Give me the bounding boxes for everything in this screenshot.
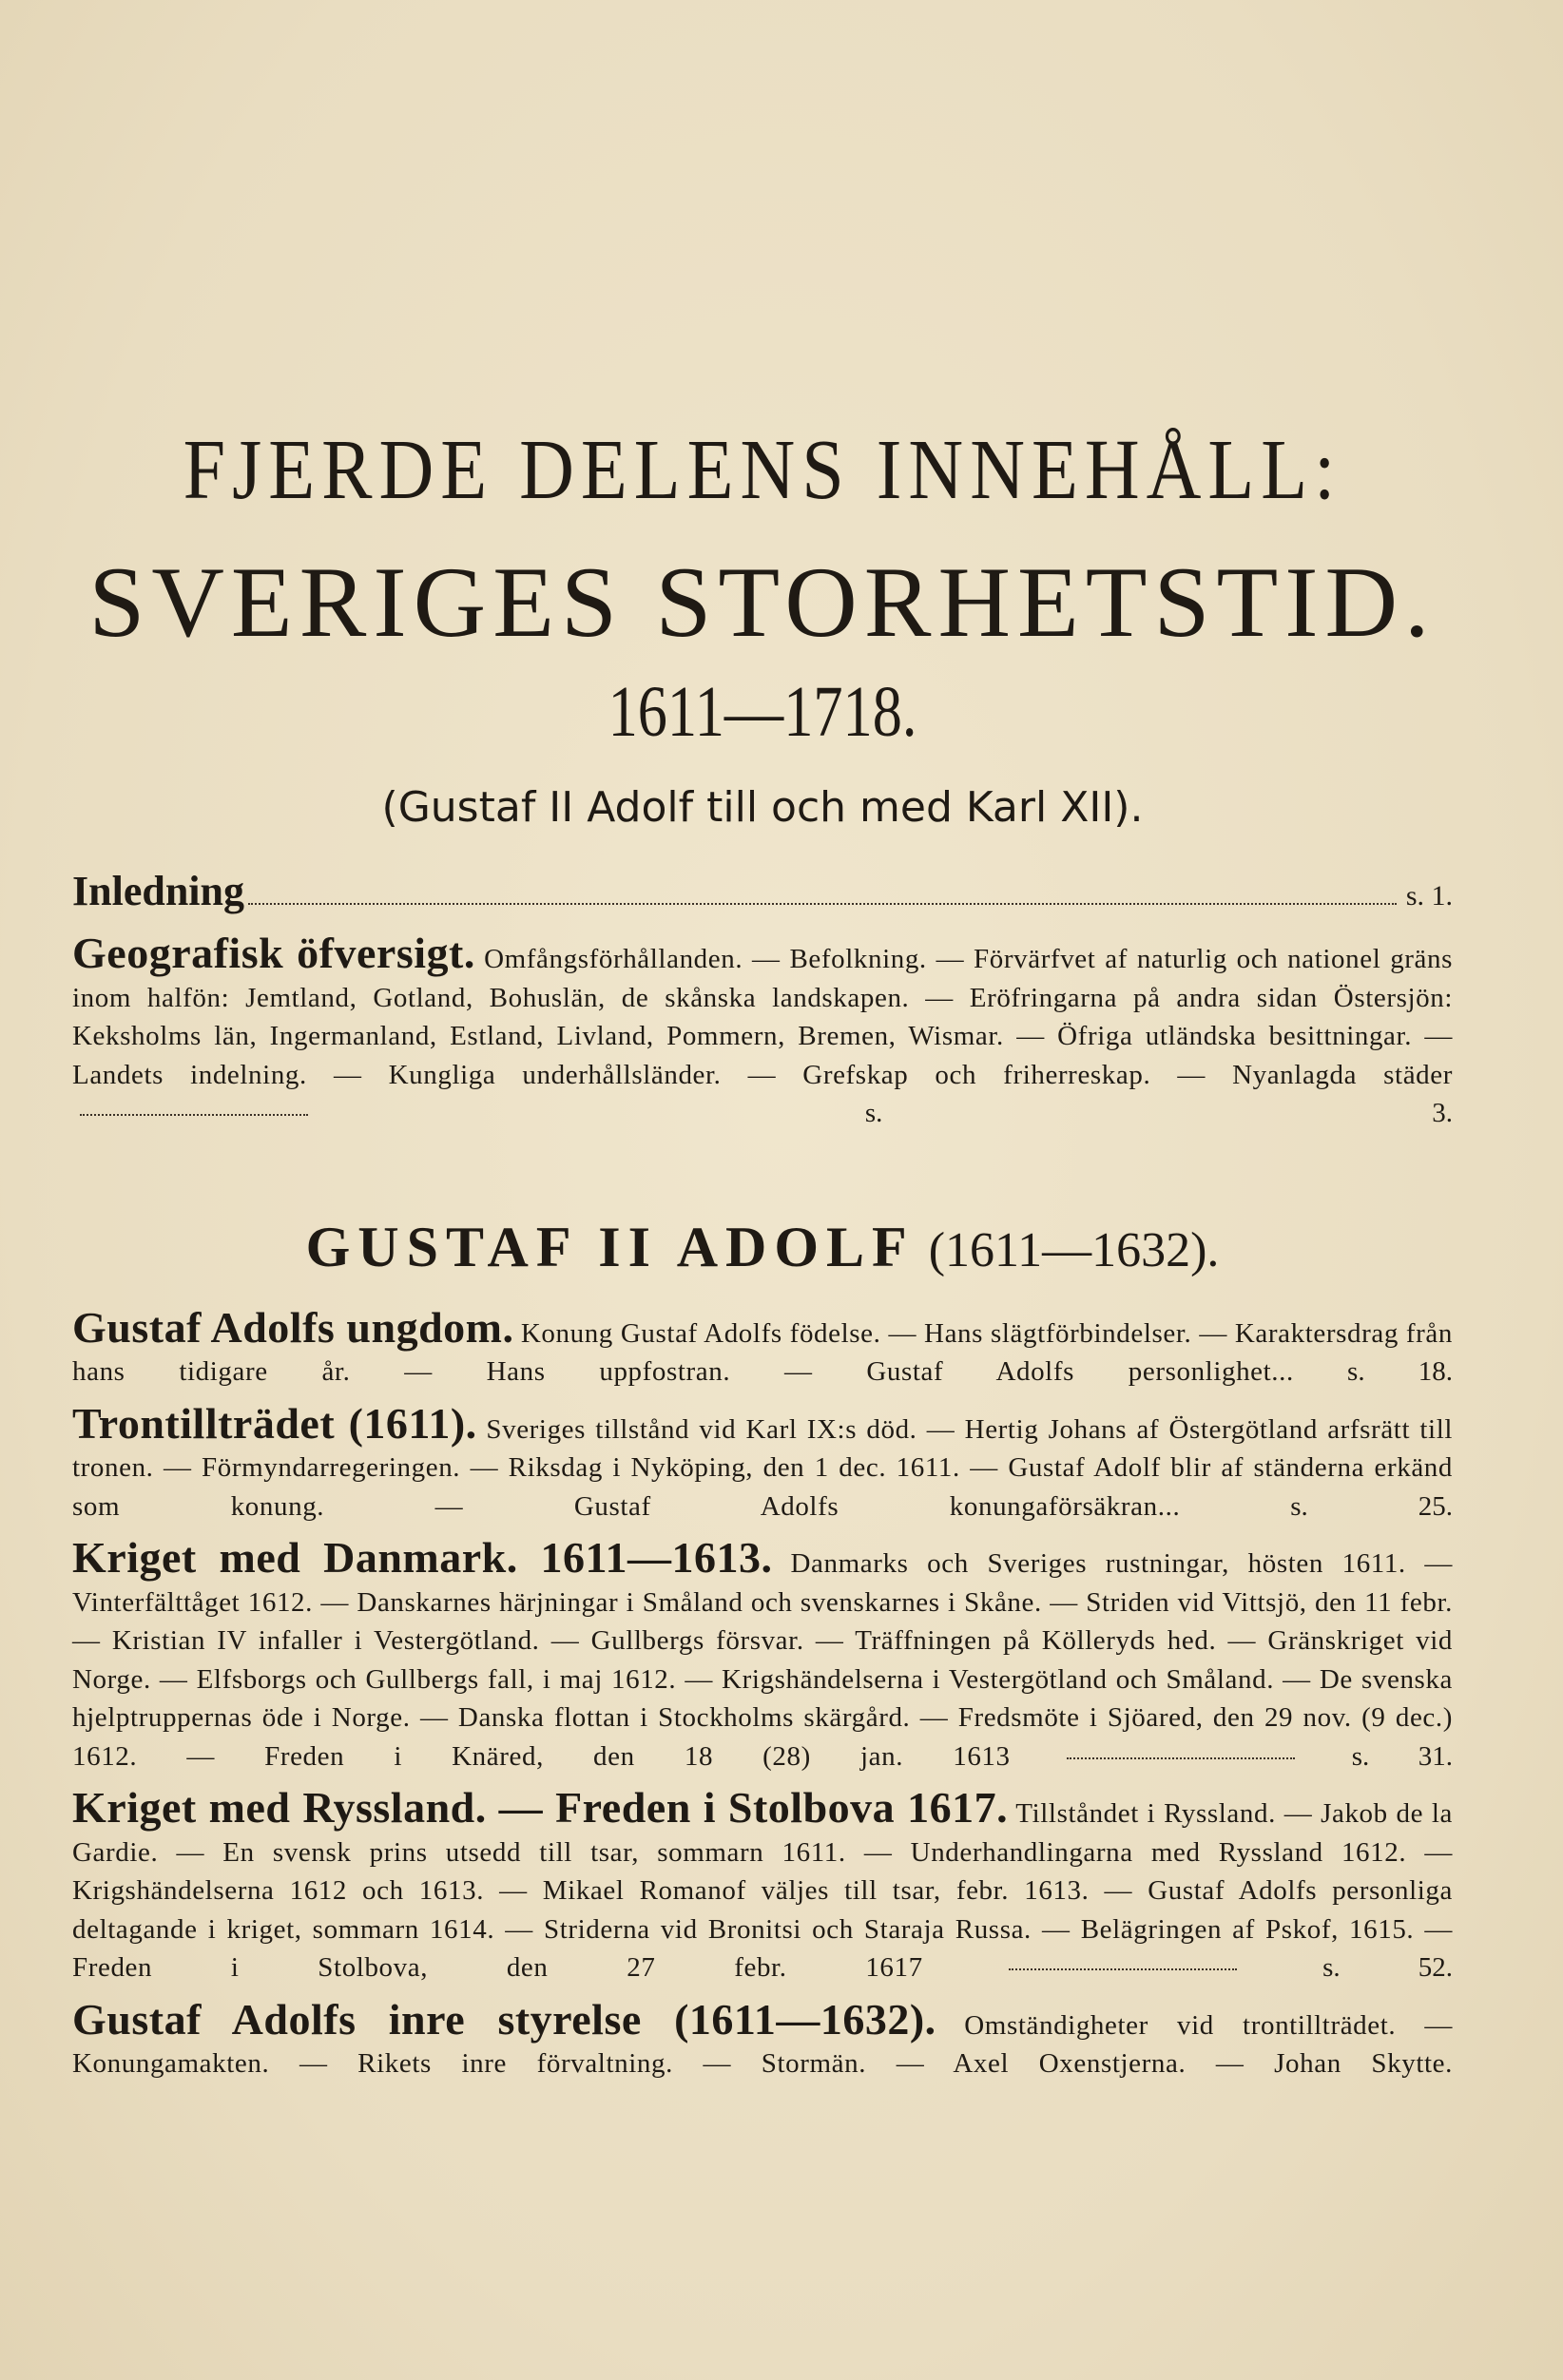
- entry-description: Tillståndet i Ryssland. — Jakob de la Gardie. — En svensk prins utsedd till tsar, sommarn 1611. — Underhandlingarna med Ryssland 1612. — Krigshändelserna 1612 och 1613. — Mikael Romanof väljes till tsar, febr. 1613. — Gustaf Adolfs personliga deltagande i kriget, sommarn 1614. — Striderna vid Bronitsi och Staraja Russa. — Belägringen af Pskof, 1615. — Freden i Stolbova, den 27 febr. 1617: [72, 1798, 1454, 1983]
- leader-dots: [248, 903, 1397, 905]
- entry-description: Danmarks och Sveriges rustningar, hösten 1611. — Vinterfälttåget 1612. — Danskarnes härjningar i Småland och svenskarnes i Skåne. — Striden vid Vittsjö, den 11 febr. — Kristian IV infaller i Vestergötland. — Gullbergs försvar. — Träffningen på Kölleryds hed. — Gränskriget vid Norge. — Elfsborgs och Gullbergs fall, i maj 1612. — Krigshändelserna i Vestergötland och Småland. — De svenska hjelptruppernas öde i Norge. — Danska flottan i Stockholms skärgård. — Fredsmöte i Sjöared, den 29 nov. (9 dec.) 1612. — Freden i Knäred, den 18 (28) jan. 1613: [72, 1548, 1454, 1772]
- toc-entry-intro: [72, 867, 1453, 915]
- entry-title: Trontillträdet (1611).: [72, 1398, 477, 1448]
- volume-subtitle: (Gustaf II Adolf till och med Karl XII).: [381, 783, 1144, 832]
- entry-title: Kriget med Danmark. 1611—1613.: [72, 1533, 773, 1582]
- entry-title: Geografisk öfversigt.: [72, 929, 475, 977]
- entry-description: Omständigheter vid trontillträdet. — Konungamakten. — Rikets inre förvaltning. — Stormän. — Axel Oxenstjerna. — Johan Skytte.: [72, 2009, 1454, 2079]
- leader-dots: [1009, 1968, 1237, 1970]
- entry-description: Omfångsförhållanden. — Befolkning. — Förvärfvet af naturlig och nationel gräns inom halfön: Jemtland, Gotland, Bohuslän, de skånska landskapen. — Eröfringarna på andra sidan Östersjön: Keksholms län, Ingermanland, Estland, Livland, Pommern, Bremen, Wismar. — Öfriga utländska besittningar. — Landets indelning. — Kungliga underhållsländer. — Grefskap och friherreskap. — Nyanlagda städer: [72, 944, 1454, 1090]
- toc-entry-geo: [72, 929, 1454, 1133]
- section-years: (1611—1632).: [928, 1222, 1220, 1277]
- toc-entry: [72, 1302, 1453, 1392]
- entry-title: Inledning: [72, 868, 244, 914]
- page-ref: s. 52.: [1322, 1952, 1454, 1983]
- part-heading: FJERDE DELENS INNEHÅLL:: [183, 423, 1342, 518]
- volume-years: 1611—1718.: [608, 672, 917, 752]
- page-ref: s. 25.: [1290, 1490, 1453, 1522]
- entry-title: Gustaf Adolfs ungdom.: [72, 1302, 514, 1352]
- toc-entry: [72, 1533, 1454, 1775]
- toc-entry: [72, 1994, 1454, 2083]
- page-content: [72, 418, 1453, 2083]
- page-ref: s. 1.: [1405, 880, 1453, 912]
- section-name: GUSTAF II ADOLF: [305, 1215, 915, 1278]
- entry-title: Gustaf Adolfs inre styrelse (1611—1632).: [72, 1994, 936, 2044]
- entry-description: Konung Gustaf Adolfs födelse. — Hans slägtförbindelser. — Karaktersdrag från hans tidigare år. — Hans uppfostran. — Gustaf Adolfs personlighet...: [72, 1317, 1453, 1387]
- volume-title: SVERIGES STORHETSTID.: [88, 547, 1437, 658]
- section-heading: [72, 1215, 1453, 1280]
- page-ref: s. 3.: [864, 1098, 1453, 1128]
- page-ref: s. 31.: [1351, 1740, 1453, 1772]
- toc-entry: [72, 1398, 1454, 1526]
- leader-dots: [1067, 1757, 1295, 1759]
- toc-entry: [72, 1783, 1454, 1987]
- page-ref: s. 18.: [1347, 1356, 1453, 1387]
- entry-title: Kriget med Ryssland. — Freden i Stolbova 1617.: [72, 1783, 1009, 1832]
- entry-description: Sveriges tillstånd vid Karl IX:s död. — Hertig Johans af Östergötland arfsrätt till tronen. — Förmyndarregeringen. — Riksdag i Nyköping, den 1 dec. 1611. — Gustaf Adolf blir af ständerna erkänd som konung. — Gustaf Adolfs konungaförsäkran...: [72, 1413, 1454, 1522]
- leader-dots: [80, 1114, 308, 1116]
